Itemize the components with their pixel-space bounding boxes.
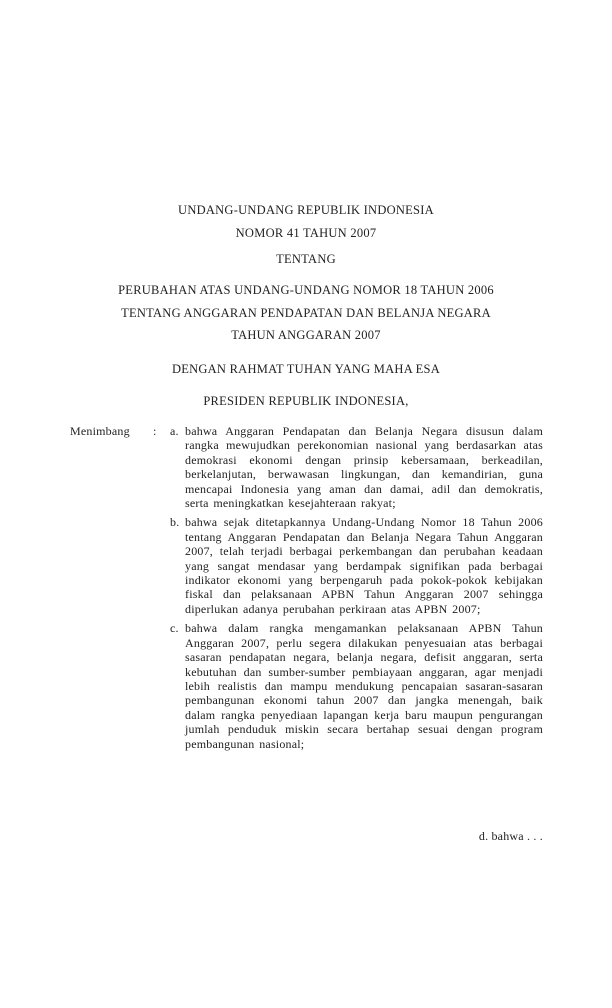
menimbang-item-a <box>170 424 543 510</box>
item-text: bahwa sejak ditetapkannya Undang-Undang Nomor 18 Tahun 2006 tentang Anggaran Pendapatan dan Belanja Negara Tahun Anggaran 2007, telah terjadi berbagai perkembangan dan perubahan keadaan yang sangat mendasar yang berdampak signifikan pada berbagai indikator ekonomi yang berpengaruh pada pokok-pokok kebijakan fiskal dan pelaksanaan APBN Tahun Anggaran 2007 sehingga diperlukan adanya perubahan perkiraan atas APBN 2007; <box>185 515 543 616</box>
subject-line: TAHUN ANGGARAN 2007 <box>231 328 381 342</box>
document-subject-block <box>0 279 612 347</box>
item-text: bahwa Anggaran Pendapatan dan Belanja Negara disusun dalam rangka mewujudkan perekonomian nasional yang berdasarkan atas demokrasi ekonomi dengan prinsip kebersamaan, berkeadilan, berkelanjutan, berwawasan lingkungan, dan kemandirian, guna mencapai Indonesia yang aman dan damai, adil dan demokratis, serta meningkatkan kesejahteraan rakyat; <box>185 424 543 511</box>
page-catchword: d. bahwa . . . <box>478 829 543 843</box>
menimbang-items <box>170 424 543 756</box>
menimbang-label: Menimbang <box>70 424 130 438</box>
item-text: bahwa dalam rangka mengamankan pelaksanaan APBN Tahun Anggaran 2007, perlu segera dilakukan penyesuaian atas berbagai sasaran pendapatan negara, belanja negara, defisit anggaran, serta kebutuhan dan sumber-sumber pembiayaan anggaran, agar menjadi lebih realistis dan mampu mendukung pencapaian sasaran-sasaran pembangunan ekonomi tahun 2007 dan jangka menengah, baik dalam rangka penyediaan lapangan kerja baru maupun pengurangan jumlah penduduk miskin secara bertahap sesuai dengan program pembangunan nasional; <box>185 621 543 751</box>
tentang-label: TENTANG <box>276 252 336 266</box>
document-number-line: NOMOR 41 TAHUN 2007 <box>235 226 377 240</box>
item-marker: a. <box>170 424 179 438</box>
invocation-line: DENGAN RAHMAT TUHAN YANG MAHA ESA <box>171 362 441 376</box>
subject-line: TENTANG ANGGARAN PENDAPATAN DAN BELANJA NEGARA <box>121 305 491 320</box>
item-marker: b. <box>170 515 180 530</box>
menimbang-item-b <box>170 515 543 616</box>
subject-line: PERUBAHAN ATAS UNDANG-UNDANG NOMOR 18 TAHUN 2006 <box>118 283 494 297</box>
menimbang-item-c <box>170 621 543 751</box>
document-title-line: UNDANG-UNDANG REPUBLIK INDONESIA <box>178 203 434 217</box>
authority-line: PRESIDEN REPUBLIK INDONESIA, <box>203 394 409 408</box>
item-marker: c. <box>170 621 179 636</box>
menimbang-section <box>70 424 543 756</box>
document-title-block <box>0 199 612 245</box>
menimbang-separator: : <box>153 424 157 438</box>
